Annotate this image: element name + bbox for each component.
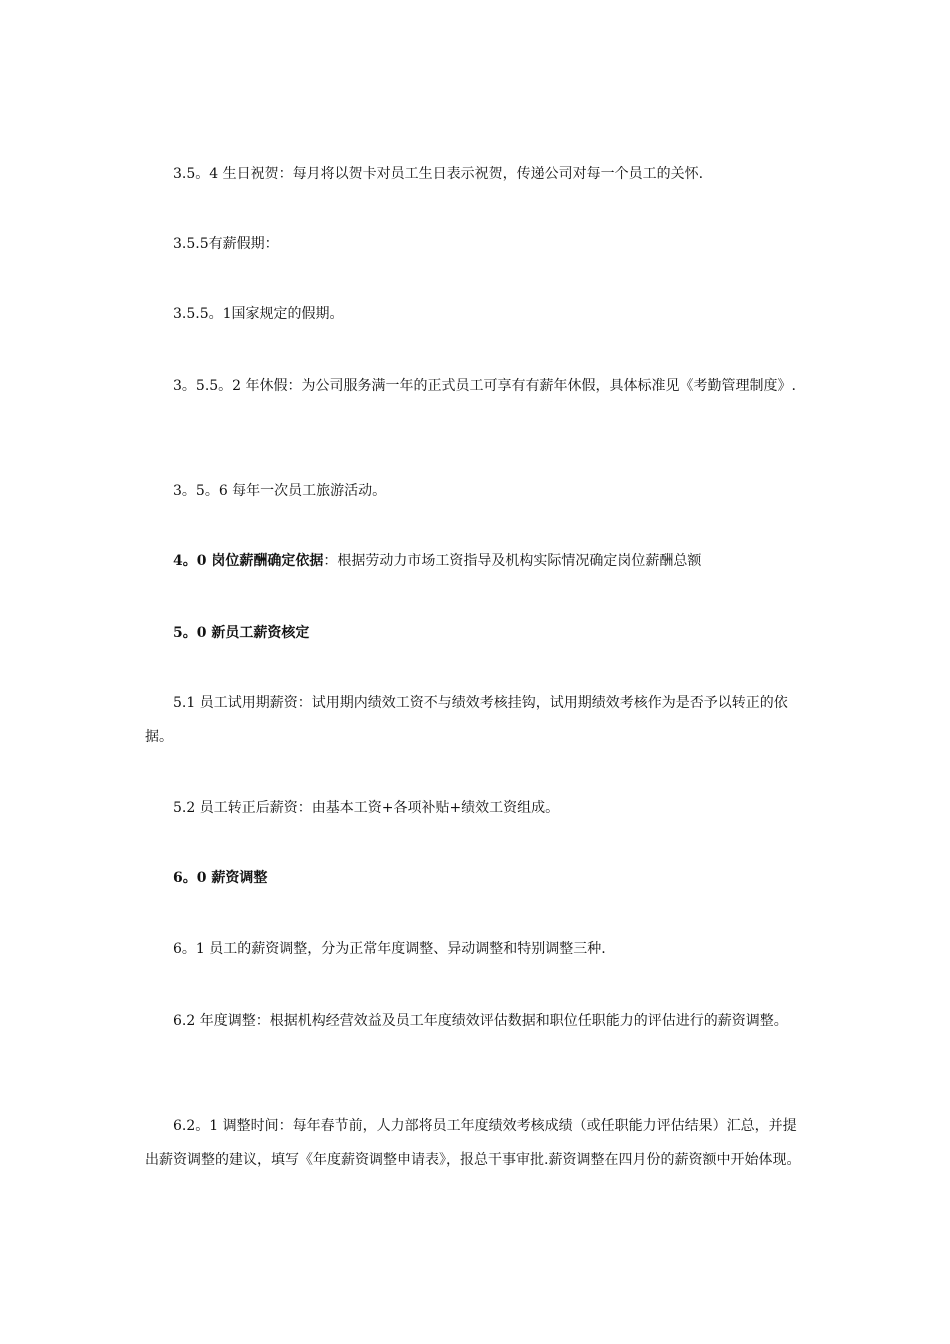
- paragraph-adjustment-types: 6。1 员工的薪资调整，分为正常年度调整、异动调整和特别调整三种.: [173, 941, 606, 957]
- paragraph-annual-adjustment: 6.2 年度调整：根据机构经营效益及员工年度绩效评估数据和职位任职能力的评估进行的薪资调整。: [173, 1013, 788, 1029]
- paragraph-regular-pay: 5.2 员工转正后薪资：由基本工资+各项补贴+绩效工资组成。: [173, 800, 560, 816]
- section-6-heading: 6。0 薪资调整: [173, 870, 268, 886]
- paragraph-birthday-greeting: 3.5。4 生日祝贺：每月将以贺卡对员工生日表示祝贺，传递公司对每一个员工的关怀.: [173, 166, 704, 182]
- paragraph-paid-leave-heading: 3.5.5有薪假期：: [173, 236, 279, 252]
- paragraph-adjustment-timing: 6.2。1 调整时间：每年春节前，人力部将员工年度绩效考核成绩（或任职能力评估结果）汇总，并提出薪资调整的建议，填写《年度薪资调整申请表》，报总干事审批.薪资调整在四月份的薪资额中开始体现。: [145, 1118, 801, 1168]
- paragraph-probation-pay: 5.1 员工试用期薪资：试用期内绩效工资不与绩效考核挂钩，试用期绩效考核作为是否予以转正的依据。: [145, 695, 788, 745]
- paragraph-statutory-holidays: 3.5.5。1国家规定的假期。: [173, 306, 344, 322]
- paragraph-annual-leave: 3。5.5。2 年休假：为公司服务满一年的正式员工可享有有薪年休假，具体标准见《考勤管理制度》.: [173, 378, 796, 394]
- section-4-heading: 4。0 岗位薪酬确定依据: [173, 553, 324, 569]
- paragraph-staff-trip: 3。5。6 每年一次员工旅游活动。: [173, 483, 387, 499]
- paragraph-position-pay-basis: [145, 544, 805, 578]
- section-4-body: ：根据劳动力市场工资指导及机构实际情况确定岗位薪酬总额: [323, 553, 702, 569]
- section-5-heading: 5。0 新员工薪资核定: [173, 625, 310, 641]
